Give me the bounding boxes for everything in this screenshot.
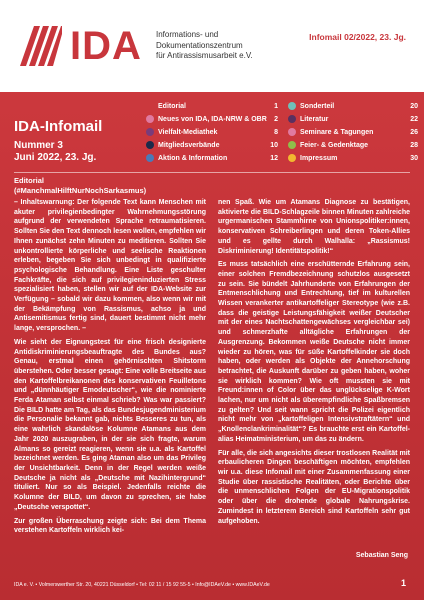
toc-item-literatur[interactable] bbox=[288, 113, 418, 125]
newsletter-title: IDA-Infomail bbox=[14, 118, 103, 135]
divider bbox=[14, 172, 410, 173]
paragraph: nen Spaß. Wie um Atamans Diagnose zu bestätigen, aktivierte die BILD-Schlagzeile binnen Minuten zahlreiche urgermanischen Stammhirne von Unionspolitiker:innen, konservativen Schreiberlingen und deren Token-Allies und es gellte durch Walhalla: „Rassismus! Diskriminierung! Identitätspolitik!“ bbox=[218, 199, 410, 255]
issue-date: Juni 2022, 23. Jg. bbox=[14, 152, 97, 163]
toc-item-neues[interactable] bbox=[146, 113, 278, 125]
toc-page: 8 bbox=[274, 128, 278, 136]
issue-label: Infomail 02/2022, 23. Jg. bbox=[309, 32, 406, 42]
toc-item-sonderteil[interactable] bbox=[288, 100, 418, 112]
toc-item-mediathek[interactable] bbox=[146, 126, 278, 138]
toc-label: Vielfalt-Mediathek bbox=[158, 128, 218, 136]
toc-page: 12 bbox=[270, 154, 278, 162]
editorial-title: Editorial bbox=[14, 176, 45, 185]
toc-item-editorial[interactable] bbox=[146, 100, 278, 112]
ida-logo-icon bbox=[20, 26, 62, 66]
footer-contact: IDA e. V. • Volmerswerther Str. 20, 40221 Düsseldorf • Tel: 02 11 / 15 92 55-5 • Info@IDAeV.de • www.IDAeV.de bbox=[14, 582, 270, 588]
toc-bullet-icon bbox=[288, 115, 296, 123]
paragraph: Zur großen Überraschung zeigte sich: Bei dem Thema verstehen Kartoffeln wirklich kei- bbox=[14, 517, 206, 535]
toc-label: Feier- & Gedenktage bbox=[300, 141, 369, 149]
paragraph: Wie sieht der Eignungstest für eine frisch designierte Antidiskriminierungsbeauftragte des Bundes aus? Genau, erstmal einen gehörnischten Shitstorm überstehen. Oder besser gesagt: Eine volle Breitseite aus den Kartoffelbreikanonen des konservativen Feuilletons und „dünnhäutiger Emodeutscher“, wie die nominierte Ferda Ataman selbst einmal schrieb? Was war passiert? Die BILD hatte am Tag, als das Bundesjugendministerium die Personalie bekannt gab, nichts Besseres zu tun, als eine wahrlich skandalöse Kolumne Atamans aus dem Jahr 2020 auszugraben, in der sie sich fragte, warum Almans so gereizt reagieren, wenn sie u.a. als Kartoffel bezeichnet werden. Es ging Ataman also um das Privileg der Unsichtbarkeit. Denn in der Regel werden weiße Deutsche ja nicht als „Deutsche mit Nazihintergrund“ tituliert. Nur so als Beispiel. Jedenfalls reichte die Kolumne der BILD, um davon zu sprechen, sie habe „Deutsche verspottet“. bbox=[14, 338, 206, 511]
paragraph: Für alle, die sich angesichts dieser trostlosen Realität mit erbaulicheren Dingen beschäftigen möchten, empfehlen wir u.a. diese Infomail mit einer Zusammenfassung einer Studie über rassistische Realitäten, oder Berichte über die unmenschlichen Folgen der EU-Migrationspolitik oder über die drohende globale Nahrungskrise. Zumindest in letzterem Bereich sind Kartoffeln sehr gut aufgehoben. bbox=[218, 449, 410, 525]
toc-label: Aktion & Information bbox=[158, 154, 228, 162]
toc-item-gedenktage[interactable] bbox=[288, 139, 418, 151]
editorial-heading bbox=[14, 176, 146, 196]
toc-page: 30 bbox=[410, 154, 418, 162]
editorial-column-right bbox=[218, 198, 410, 530]
paragraph: – Inhaltswarnung: Der folgende Text kann Menschen mit akuter privilegienbedingter Wahrnehmungsstörung aufgrund der verwendeten Sprache retraumatisieren. Sollten Sie den Text dennoch lesen wollen, empfehlen wir Ihnen zunächst zehn Minuten zu meditieren. Sollten Sie unkontrollierte körperliche und seelische Reaktionen erleben, begeben Sie sich unbedingt in qualifizierte psychologische Behandlung. Eine Liste geschulter Fachkräfte, die sich auf privilegieninduzierten Stress spezialisiert haben, stellen wir auf der IDA-Website zur Verfügung – sobald wir dazu kommen, also wenn wir mit der Bekämpfung von Rassismus, achso ja und Antisemitismus fertig sind, dauert bestimmt nicht mehr lange, versprochen. – bbox=[14, 199, 206, 333]
toc-item-impressum[interactable] bbox=[288, 152, 418, 164]
issue-number: Nummer 3 bbox=[14, 140, 63, 151]
toc-label: Sonderteil bbox=[300, 102, 335, 110]
toc-bullet-icon bbox=[146, 128, 154, 136]
toc-bullet-icon bbox=[288, 141, 296, 149]
editorial-hashtag: (#ManchmalHilftNurNochSarkasmus) bbox=[14, 186, 147, 195]
toc-label: Seminare & Tagungen bbox=[300, 128, 374, 136]
toc-page: 10 bbox=[270, 141, 278, 149]
brand-subtitle-line: für Antirassismusarbeit e.V. bbox=[156, 51, 253, 60]
brand-name: IDA bbox=[70, 24, 142, 68]
brand-subtitle-line: Dokumentationszentrum bbox=[156, 40, 243, 50]
header bbox=[0, 0, 424, 92]
toc-item-mitgliedsverbaende[interactable] bbox=[146, 139, 278, 151]
toc-label: Impressum bbox=[300, 154, 338, 162]
toc-page: 2 bbox=[274, 115, 278, 123]
toc-label: Mitgliedsverbände bbox=[158, 141, 220, 149]
toc-page: 28 bbox=[410, 141, 418, 149]
toc-page: 1 bbox=[274, 102, 278, 110]
toc-label: Literatur bbox=[300, 115, 329, 123]
toc-bullet-icon bbox=[146, 154, 154, 162]
paragraph: Es muss tatsächlich eine erschütternde Erfahrung sein, einer solchen Fremdbezeichnung schutzlos ausgesetzt zu sein. Sie bündelt Jahrhunderte von Erfahrungen der Entmenschlichung und Entrechtung, tief im kulturellen Wissen verankerter antikartoffeliger Stereotype (wie z.B. dass die geistige Leistungsfähigkeit weißer Deutscher mit der eines Nachtschattengewächses vergleichbar sei) und schmerzhafte alltägliche Erfahrungen der Ausgrenzung. Bekommen weiße Deutsche nicht immer wieder zu hören, was für süße Kartoffelkinder sie doch haben, oder werden als Objekte der Annehorschung betrachtet, die Auskunft darüber zu geben haben, woher sie wirklich kommen? Wie oft mussten sie mit Freund:innen of Color über das unglückselige K-Wort lachen, nur um nicht als überempfindliche Spaßbremsen zu gelten? Und seit wann spricht die Polizei eigentlich nicht mehr von „kartoffeligen Intensivstraftätern“ und „Knollenclankriminalität“? Es brauchte erst ein Kartoffel- alias Heimatministerium, um das zu ändern. bbox=[218, 261, 410, 443]
toc-page: 26 bbox=[410, 128, 418, 136]
toc-page: 22 bbox=[410, 115, 418, 123]
brand-subtitle bbox=[156, 30, 326, 62]
page-number: 1 bbox=[400, 578, 406, 588]
brand-subtitle-line: Informations- und bbox=[156, 30, 219, 39]
toc-item-aktion[interactable] bbox=[146, 152, 278, 164]
toc-page: 20 bbox=[410, 102, 418, 110]
toc-bullet-icon bbox=[288, 128, 296, 136]
toc-bullet-icon bbox=[288, 154, 296, 162]
editorial-column-left bbox=[14, 198, 206, 540]
toc-item-seminare[interactable] bbox=[288, 126, 418, 138]
toc-label: Neues von IDA, IDA-NRW & OBR bbox=[158, 115, 267, 123]
signature: Sebastian Seng bbox=[355, 552, 408, 559]
toc-bullet-icon bbox=[288, 102, 296, 110]
toc-bullet-icon bbox=[146, 115, 154, 123]
toc-label: Editorial bbox=[158, 102, 187, 110]
toc-bullet-icon bbox=[146, 102, 154, 110]
toc-bullet-icon bbox=[146, 141, 154, 149]
